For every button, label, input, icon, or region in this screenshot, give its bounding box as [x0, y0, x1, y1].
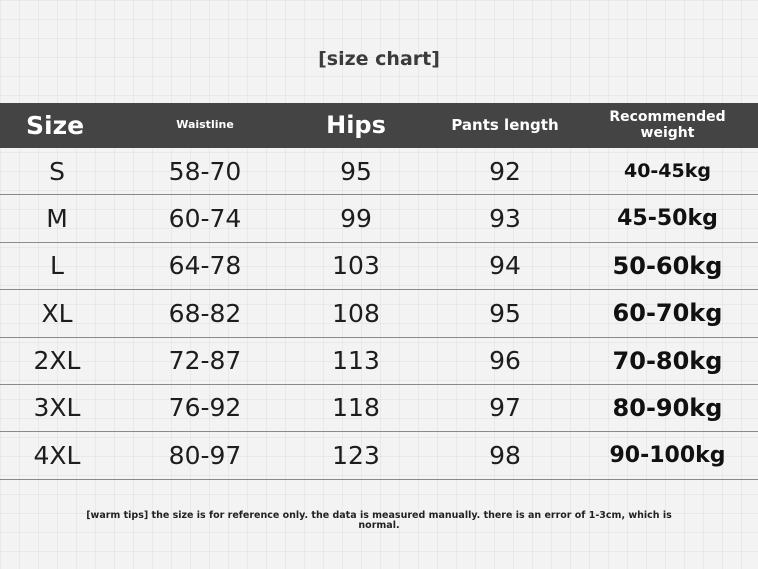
cell-size: 4XL	[33, 440, 81, 470]
cell-waistline: 60-74	[168, 203, 242, 233]
cell-pants-length: 98	[489, 440, 521, 470]
header-recommended-weight: Recommended weight	[609, 109, 726, 141]
table-row	[0, 148, 758, 195]
cell-hips: 99	[340, 203, 372, 233]
cell-waistline: 58-70	[168, 156, 242, 186]
cell-size: L	[50, 251, 64, 281]
cell-waistline: 76-92	[168, 393, 242, 423]
cell-weight: 90-100kg	[609, 442, 726, 468]
cell-weight: 60-70kg	[612, 299, 723, 328]
table-row	[0, 385, 758, 432]
cell-waistline: 64-78	[168, 251, 242, 281]
cell-size: 2XL	[33, 346, 81, 376]
header-pants-length: Pants length	[451, 116, 559, 135]
cell-size: XL	[41, 298, 73, 328]
table-row	[0, 432, 758, 479]
cell-weight: 40-45kg	[623, 160, 711, 182]
cell-pants-length: 94	[489, 251, 521, 281]
cell-weight: 70-80kg	[612, 346, 723, 375]
header-size: Size	[26, 110, 85, 140]
cell-hips: 108	[332, 298, 380, 328]
cell-weight: 45-50kg	[617, 205, 718, 231]
cell-hips: 103	[332, 251, 380, 281]
table-row	[0, 243, 758, 290]
cell-waistline: 72-87	[168, 346, 242, 376]
cell-waistline: 68-82	[168, 298, 242, 328]
cell-pants-length: 95	[489, 298, 521, 328]
header-hips: Hips	[326, 111, 386, 140]
page-title: [size chart]	[318, 48, 440, 70]
cell-size: 3XL	[33, 393, 81, 423]
cell-waistline: 80-97	[168, 440, 242, 470]
warm-tips-note: [warm tips] the size is for reference only. the data is measured manually. there is an error of 1-3cm, which is normal.	[86, 510, 672, 532]
cell-hips: 95	[340, 156, 372, 186]
header-waistline: Waistline	[176, 118, 234, 132]
table-header	[0, 103, 758, 148]
cell-pants-length: 92	[489, 156, 521, 186]
size-table-body	[0, 148, 758, 480]
cell-size: S	[49, 156, 65, 186]
cell-hips: 113	[332, 346, 380, 376]
cell-weight: 80-90kg	[612, 393, 723, 422]
cell-hips: 123	[332, 440, 380, 470]
table-row	[0, 195, 758, 242]
cell-pants-length: 97	[489, 393, 521, 423]
cell-hips: 118	[332, 393, 380, 423]
table-row	[0, 338, 758, 385]
table-row	[0, 290, 758, 337]
cell-pants-length: 96	[489, 346, 521, 376]
cell-pants-length: 93	[489, 203, 521, 233]
cell-weight: 50-60kg	[612, 251, 723, 280]
cell-size: M	[46, 203, 68, 233]
